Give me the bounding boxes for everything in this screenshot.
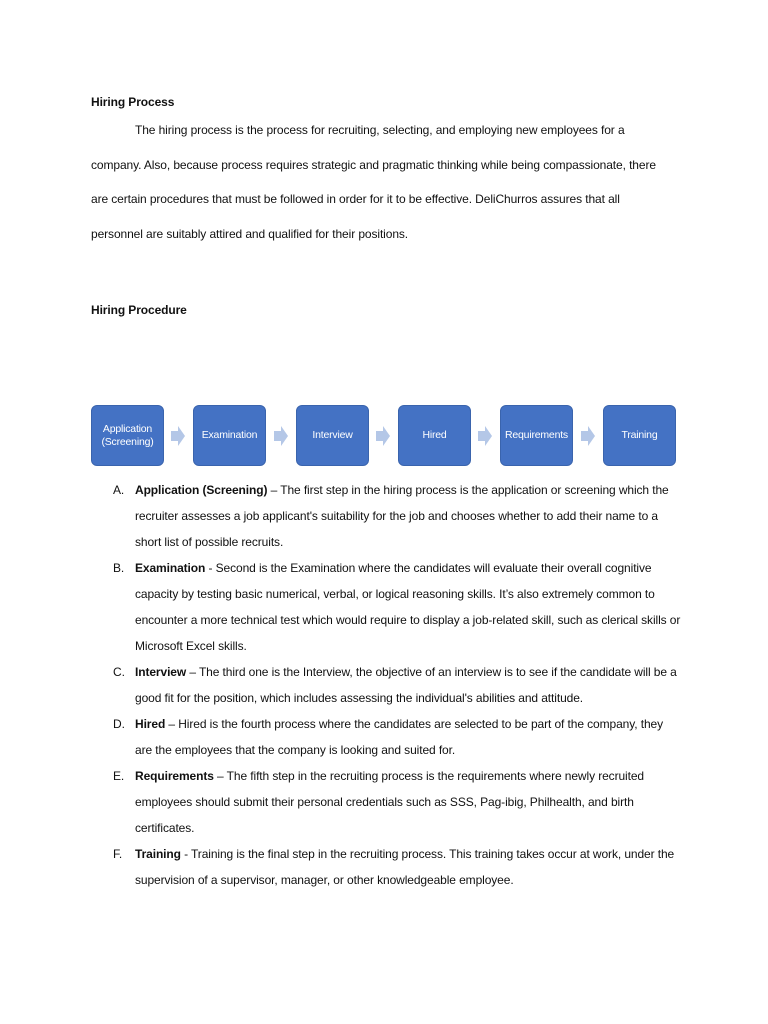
list-item [91, 659, 681, 711]
list-text: - Training is the final step in the recruiting process. This training takes occur at work, under the supervision of a supervisor, manager, or other knowledgeable employee. [135, 847, 675, 887]
list-text: – Hired is the fourth process where the candidates are selected to be part of the company, they are the employees that the company is looking and suited for. [135, 717, 663, 757]
section-heading-hiring-process: Hiring Process [91, 95, 175, 109]
flow-step-hired [398, 405, 471, 466]
flow-step-label: Application [102, 422, 153, 435]
flow-arrow-icon [376, 426, 390, 446]
flow-step-application [91, 405, 164, 466]
list-text: - Second is the Examination where the candidates will evaluate their overall cognitive capacity by testing basic numerical, verbal, or logical reasoning skills. It’s also extremely common to encounter a more technical test which would require to display a job-related skill, such as clerical skills or Microsoft Excel skills. [135, 561, 681, 653]
list-letter: C. [113, 665, 125, 679]
list-item [91, 763, 681, 841]
flow-arrow-icon [478, 426, 492, 446]
flow-step-examination [193, 405, 266, 466]
flow-step-label: Hired [422, 429, 447, 441]
list-letter: F. [113, 847, 123, 861]
procedure-list [91, 477, 681, 893]
list-term: Requirements [135, 769, 214, 783]
list-item [91, 841, 681, 893]
flow-step-label: Examination [201, 429, 258, 441]
list-term: Application (Screening) [135, 483, 268, 497]
intro-paragraph: The hiring process is the process for recruiting, selecting, and employing new employees for a company. Also, because process requires strategic and pragmatic thinking while being compassionate, there are certain procedures that must be followed in order for it to be effective. DeliChurros assures that all personnel are suitably attired and qualified for their positions. [91, 123, 656, 241]
list-letter: E. [113, 769, 125, 783]
flow-arrow-icon [274, 426, 288, 446]
flow-step-label: Interview [312, 429, 353, 441]
flow-arrow-icon [581, 426, 595, 446]
list-term: Hired [135, 717, 166, 731]
hiring-flow-diagram [91, 405, 676, 468]
flow-step-label: Requirements [505, 429, 568, 441]
list-term: Interview [135, 665, 187, 679]
list-term: Training [135, 847, 181, 861]
flow-step-sublabel: (Screening) [101, 435, 154, 448]
list-item [91, 555, 681, 659]
list-term: Examination [135, 561, 206, 575]
flow-step-requirements [500, 405, 573, 466]
list-letter: A. [113, 483, 125, 497]
flow-step-interview [296, 405, 369, 466]
list-text: – The third one is the Interview, the objective of an interview is to see if the candidate will be a good fit for the position, which includes assessing the individual's abilities and attitude. [135, 665, 677, 705]
list-item [91, 477, 681, 555]
list-item [91, 711, 681, 763]
list-letter: D. [113, 717, 125, 731]
flow-step-training [603, 405, 676, 466]
flow-arrow-icon [171, 426, 185, 446]
flow-step-label: Training [621, 429, 658, 441]
list-text: – The fifth step in the recruiting process is the requirements where newly recruited employees should submit their personal credentials such as SSS, Pag-ibig, Philhealth, and birth certificates. [135, 769, 644, 835]
list-text: – The first step in the hiring process is the application or screening which the recruiter assesses a job applicant's suitability for the job and chooses whether to add their name to a short list of possible recruits. [135, 483, 669, 549]
section-heading-hiring-procedure: Hiring Procedure [91, 303, 187, 317]
list-letter: B. [113, 561, 125, 575]
